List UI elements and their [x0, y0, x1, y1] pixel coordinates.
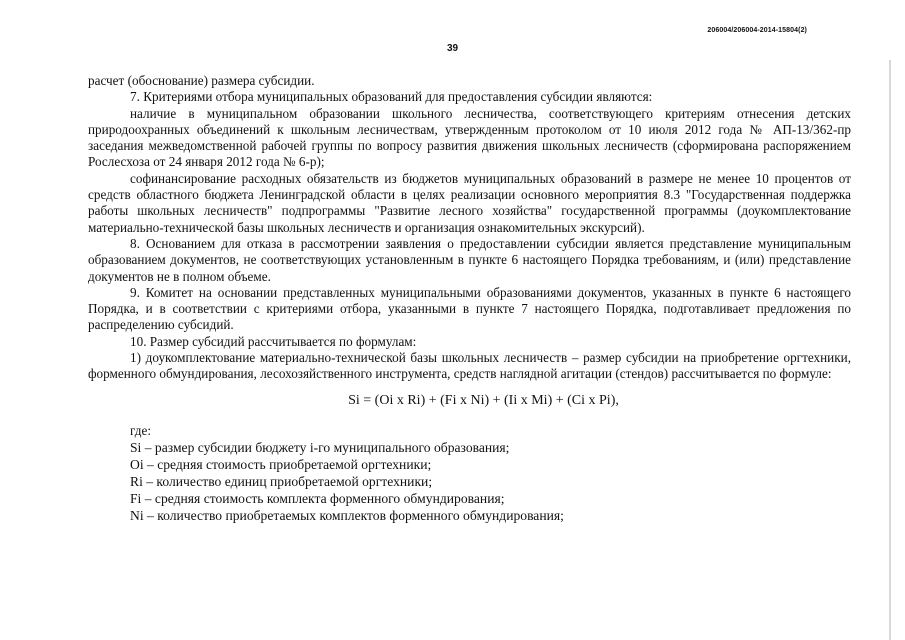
document-id: 206004/206004-2014-15804(2) — [707, 27, 807, 34]
paragraph-10-1: 1) доукомплектование материально-технической базы школьных лесничеств – размер субсидии на приобретение оргтехники, форменного обмундирования, лесохозяйственного инструмента, средств наглядной агитации (стендов) рассчитывается по формуле: — [88, 350, 851, 382]
definition-ni: Ni – количество приобретаемых комплектов форменного обмундирования; — [130, 508, 564, 524]
document-body — [88, 73, 851, 524]
paragraph-intro: расчет (обоснование) размера субсидии. — [88, 73, 315, 88]
paragraph-8: 8. Основанием для отказа в рассмотрении заявления о предоставлении субсидии является представление муниципальным образованием документов, не соответствующих установленным в пункте 6 настоящего Порядка требованиям, и (или) представление документов не в полном объеме. — [88, 235, 851, 284]
subsidy-formula: Si = (Oi x Ri) + (Fi x Ni) + (Ii x Mi) + (Ci x Pi), — [348, 392, 619, 408]
paragraph-9: 9. Комитет на основании представленных муниципальными образованиями документов, указанных в пункте 6 настоящего Порядка, и в соответствии с критериями отбора, указанными в пункте 7 настоящего Порядка, подготавливает предложения по распределению субсидий. — [88, 284, 851, 333]
definition-oi: Oi – средняя стоимость приобретаемой оргтехники; — [130, 457, 432, 473]
definition-fi: Fi – средняя стоимость комплекта форменного обмундирования; — [130, 491, 505, 507]
where-label: где: — [130, 422, 151, 438]
paragraph-7: 7. Критериями отбора муниципальных образований для предоставления субсидии являются: — [130, 89, 653, 105]
scan-edge — [889, 60, 891, 640]
paragraph-10: 10. Размер субсидий рассчитывается по формулам: — [130, 333, 417, 349]
paragraph-criterion-2: софинансирование расходных обязательств из бюджетов муниципальных образований в размере не менее 10 процентов от средств областного бюджета Ленинградской области в целях реализации основного мероприятия 8.3 "Государственная поддержка работы школьных лесничеств" подпрограммы "Развитие лесного хозяйства" государственной программы (доукомплектование материально-технической базы школьных лесничеств и организация ознакомительных экскурсий). — [88, 170, 851, 235]
page-number: 39 — [446, 43, 459, 54]
definition-si: Si – размер субсидии бюджету i-го муниципального образования; — [130, 440, 510, 456]
definition-ri: Ri – количество единиц приобретаемой оргтехники; — [130, 474, 433, 490]
paragraph-criterion-1: наличие в муниципальном образовании школьного лесничества, соответствующего критериям отнесения детских природоохранных объединений к школьным лесничествам, утвержденным протоколом от 10 июля 2012 года № АП-13/362-пр заседания межведомственной рабочей группы по вопросу развития движения школьных лесничеств (сформирована распоряжением Рослесхоза от 24 января 2012 года № 6-р); — [88, 105, 851, 170]
